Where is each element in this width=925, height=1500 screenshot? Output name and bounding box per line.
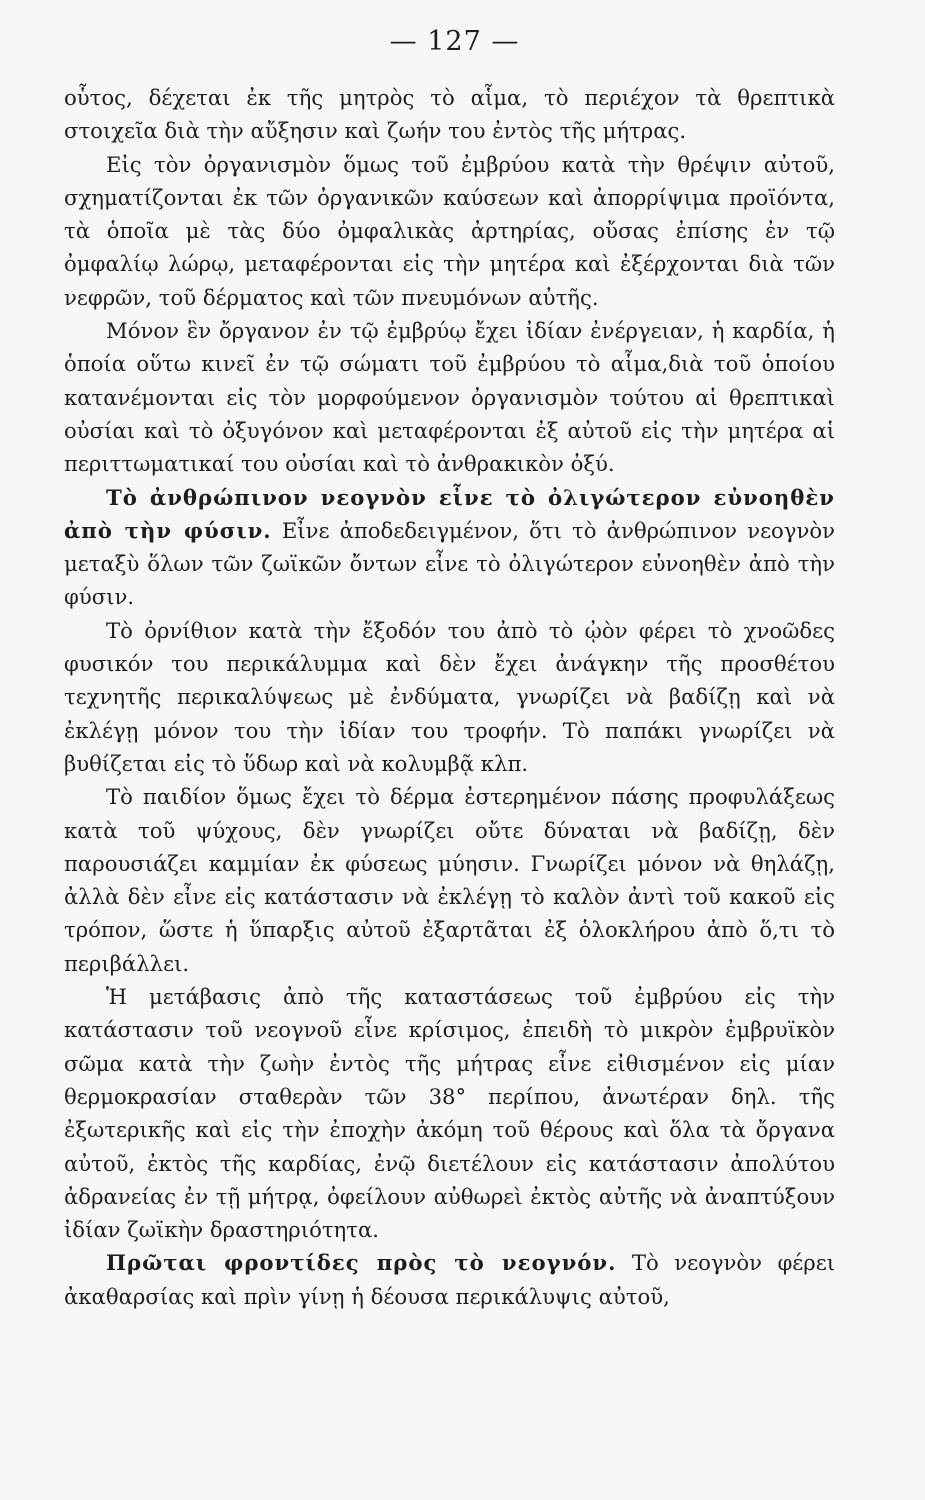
paragraph-text: οὗτος, δέχεται ἐκ τῆς μητρὸς τὸ αἷμα, τὸ περιέχον τὰ θρεπτικὰ στοιχεῖα διὰ τὴν αὔξησιν καὶ ζωήν του ἐντὸς τῆς μήτρας. (64, 85, 835, 144)
paragraph (64, 314, 835, 480)
paragraph-text: Ἡ μετάβασις ἀπὸ τῆς καταστάσεως τοῦ ἐμβρύου εἰς τὴν κατάστασιν τοῦ νεογνοῦ εἶνε κρίσιμος, ἐπειδὴ τὸ μικρὸν ἐμβρυϊκὸν σῶμα κατὰ τὴν ζωὴν ἐντὸς τῆς μήτρας εἶνε εἰθισμένον εἰς μίαν θερμοκρασίαν σταθερὰν τῶν 38° περίπου, ἀνωτέραν δηλ. τῆς ἐξωτερικῆς καὶ εἰς τὴν ἐποχὴν ἀκόμη τοῦ θέρους καὶ ὅλα τὰ ὄργανα αὐτοῦ, ἐκτὸς τῆς καρδίας, ἐνῷ διετέλουν εἰς κατάστασιν ἀπολύτου ἀδρανείας ἐν τῇ μήτρᾳ, ὀφείλουν αὐθωρεὶ ἐκτὸς αὐτῆς νὰ ἀναπτύξουν ἰδίαν ζωϊκὴν δραστηριότητα. (64, 984, 835, 1243)
paragraph-text: Εἶνε ἀποδεδειγμένον, ὅτι τὸ ἀνθρώπινον νεογνὸν μεταξὺ ὅλων τῶν ζωϊκῶν ὄντων εἶνε τὸ ὀλιγώτερον εὐνοηθὲν ἀπὸ τὴν φύσιν. (64, 517, 835, 610)
paragraph (64, 980, 835, 1246)
paragraph (64, 148, 835, 314)
paragraph-text: Μόνον ἓν ὄργανον ἐν τῷ ἐμβρύῳ ἔχει ἰδίαν ἐνέργειαν, ἡ καρδία, ἡ ὁποία οὕτω κινεῖ ἐν τῷ σώματι τοῦ ἐμβρύου τὸ αἷμα,διὰ τοῦ ὁποίου κατανέμονται εἰς τὸν μορφούμενον ὀργανισμὸν τούτου αἱ θρεπτικαὶ οὐσίαι καὶ τὸ ὀξυγόνον καὶ μεταφέρονται ἐξ αὐτοῦ εἰς τὴν μητέρα αἱ περιττωματικαί του οὐσίαι καὶ τὸ ἀνθρακικὸν ὀξύ. (64, 318, 835, 477)
paragraph (64, 81, 835, 148)
paragraph (64, 481, 835, 614)
paragraph (64, 1246, 835, 1313)
section-heading: Πρῶται φροντίδες πρὸς τὸ νεογνόν. (106, 1250, 617, 1276)
page-number: — 127 — (389, 26, 520, 57)
paragraph-text: Τὸ ὀρνίθιον κατὰ τὴν ἔξοδόν του ἀπὸ τὸ ᾠὸν φέρει τὸ χνοῶδες φυσικόν του περικάλυμμα καὶ δὲν ἔχει ἀνάγκην τῆς προσθέτου τεχνητῆς περικαλύψεως μὲ ἐνδύματα, γνωρίζει νὰ βαδίζῃ καὶ νὰ ἐκλέγῃ μόνον του τὴν ἰδίαν του τροφήν. Τὸ παπάκι γνωρίζει νὰ βυθίζεται εἰς τὸ ὕδωρ καὶ νὰ κολυμβᾷ κλπ. (64, 617, 835, 776)
paragraph-text: Εἰς τὸν ὀργανισμὸν ὅμως τοῦ ἐμβρύου κατὰ τὴν θρέψιν αὐτοῦ, σχηματίζονται ἐκ τῶν ὀργανικῶν καύσεων καὶ ἀπορρίψιμα προϊόντα, τὰ ὁποῖα μὲ τὰς δύο ὀμφαλικὰς ἀρτηρίας, οὔσας ἐπίσης ἐν τῷ ὀμφαλίῳ λώρῳ, μεταφέρονται εἰς τὴν μητέρα καὶ ἐξέρχονται διὰ τῶν νεφρῶν, τοῦ δέρματος καὶ τῶν πνευμόνων αὐτῆς. (64, 151, 835, 310)
paragraph (64, 614, 835, 780)
paragraph-text: Τὸ παιδίον ὅμως ἔχει τὸ δέρμα ἐστερημένον πάσης προφυλάξεως κατὰ τοῦ ψύχους, δὲν γνωρίζει οὔτε δύναται νὰ βαδίζῃ, δὲν παρουσιάζει καμμίαν ἐκ φύσεως μύησιν. Γνωρίζει μόνον νὰ θηλάζῃ, ἀλλὰ δὲν εἶνε εἰς κατάστασιν νὰ ἐκλέγῃ τὸ καλὸν ἀντὶ τοῦ κακοῦ εἰς τρόπον, ὥστε ἡ ὕπαρξις αὐτοῦ ἐξαρτᾶται ἐξ ὁλοκλήρου ἀπὸ ὅ,τι τὸ περιβάλλει. (64, 784, 835, 976)
paragraph (64, 780, 835, 980)
body-text (64, 81, 835, 1313)
paragraph-text: Τὸ νεογνὸν φέρει ἀκαθαρσίας καὶ πρὶν γίνῃ ἡ δέουσα περικάλυψις αὐτοῦ, (64, 1250, 835, 1309)
section-heading: Τὸ ἀνθρώπινον νεογνὸν εἶνε τὸ ὀλιγώτερον εὐνοηθὲν ἀπὸ τὴν φύσιν. (64, 484, 835, 543)
